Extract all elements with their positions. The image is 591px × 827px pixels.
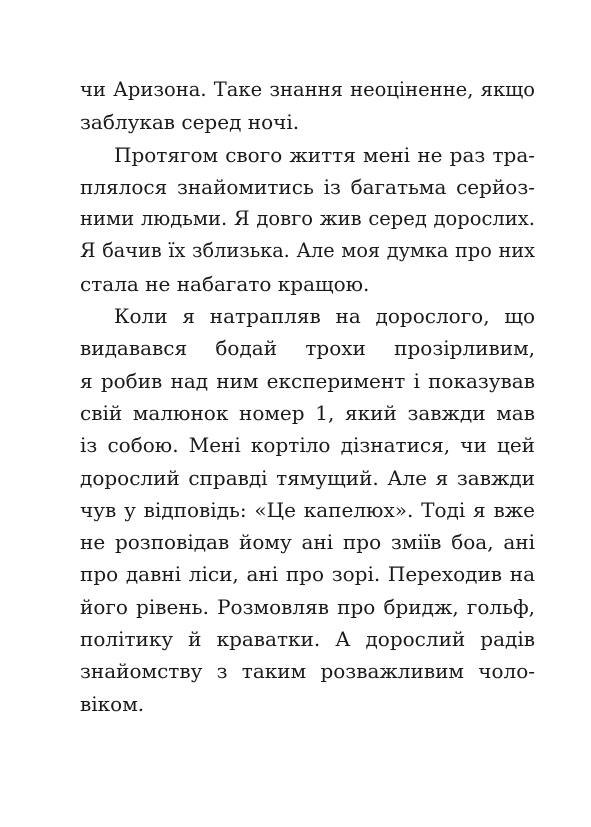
text-line: заблукав серед ночі.: [80, 110, 300, 135]
text-line: плялося знайомитись із багатьма серйоз-: [80, 174, 535, 199]
text-line: віком.: [80, 691, 145, 716]
text-line: Протягом свого життя мені не раз тра-: [114, 142, 535, 167]
text-line: дорослий справді тямущий. Але я завжди: [80, 465, 535, 490]
text-line: чув у відповідь: «Це капелюх». Тоді я вже: [80, 497, 535, 522]
text-line: політику й краватки. А дорослий радів: [80, 627, 535, 652]
paragraph: [80, 139, 535, 300]
text-line: стала не набагато кращою.: [80, 271, 370, 296]
text-line: Коли я натрапляв на дорослого, що: [114, 304, 535, 329]
text-line: свій малюнок номер 1, який завжди мав: [80, 400, 535, 425]
text-line: про давні ліси, ані про зорі. Переходив на: [80, 562, 535, 587]
text-line: чи Аризона. Таке знання неоціненне, якщо: [80, 78, 535, 101]
paragraph: [80, 74, 535, 139]
text-line: видавався бодай трохи прозірливим,: [80, 336, 535, 361]
text-line: ними людьми. Я довго жив серед дорослих.: [80, 207, 535, 231]
text-line: знайомству з таким розважливим чоло-: [80, 659, 535, 684]
text-line: я робив над ним експеримент і показував: [80, 368, 535, 393]
text-line: Я бачив їх зблизька. Але моя думка про них: [80, 239, 535, 263]
text-line: його рівень. Розмовляв про бридж, гольф,: [80, 594, 535, 619]
paragraph: [80, 300, 535, 720]
page-body: [80, 74, 535, 720]
text-line: із собою. Мені кортіло дізнатися, чи цей: [80, 433, 535, 458]
text-line: не розповідав йому ані про зміїв боа, ані: [80, 530, 535, 555]
